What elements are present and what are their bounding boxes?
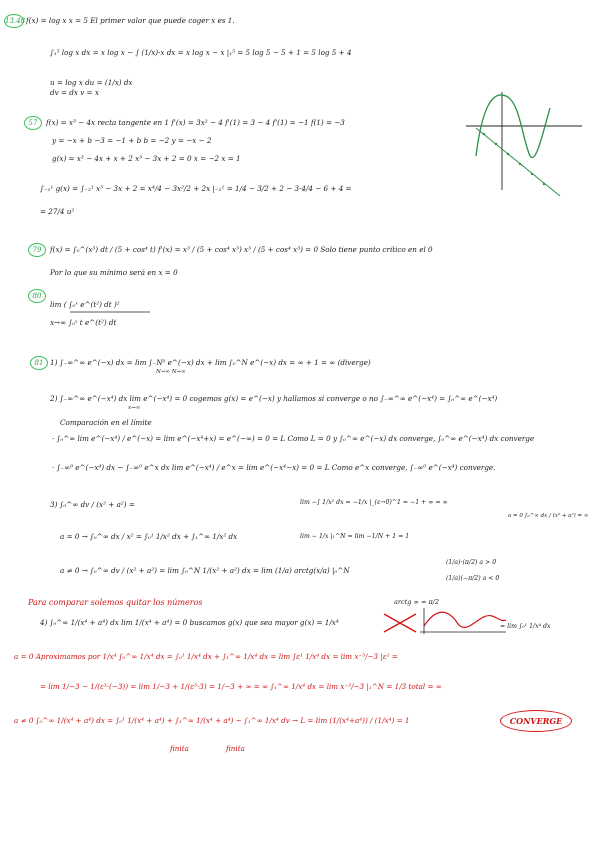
problem-number-circle: 81: [30, 356, 48, 370]
p5-l8r2: (1/a)(−π/2) a < 0: [446, 575, 500, 582]
p1-line3: u = log x du = (1/x) dx: [50, 78, 133, 87]
p5-l8: a ≠ 0 → ∫₀^∞ dv / (x² + a²) = lim ∫₀^N 1/(x² + a²) dx = lim (1/a) arctg(x/a) |₀^N: [60, 566, 350, 575]
red-finita-2: finita: [226, 744, 245, 753]
p3-line2: Por lo que su mínimo será en x = 0: [50, 268, 178, 277]
p2-line4: ∫₋₂¹ g(x) = ∫₋₂¹ x³ − 3x + 2 = x⁴/4 − 3x²/2 + 2x |₋₂¹ = 1/4 − 3/2 + 2 − 3·4/4 − 6 + 4 =: [40, 184, 352, 193]
p5-l3: Comparación en el límite: [60, 418, 152, 427]
problem-number-circle: 57: [24, 116, 42, 130]
p5-l1: 1) ∫₋∞^∞ e^(−x) dx = lim ∫₋N⁰ e^(−x) dx + lim ∫₀^N e^(−x) dx = ∞ + 1 = ∞ (diverge): [50, 358, 371, 367]
red-an0: a ≠ 0 ∫₀^∞ 1/(x⁴ + a⁴) dx = ∫₀¹ 1/(x⁴ + a⁴) + ∫₁^∞ 1/(x⁴ + a⁴) ~ ∫₁^∞ 1/x⁴ dv → L = lim (1/(x⁴+a⁴)) / (1/x⁴) = 1: [14, 716, 410, 725]
p5-l8r1: (1/a)·(π/2) a > 0: [446, 559, 497, 566]
crossed-out-mark: [382, 612, 418, 634]
p2-line2: y = −x + b −3 = −1 + b b = −2 y = −x − 2: [52, 136, 212, 145]
problem-number-circle: 79: [28, 243, 46, 257]
p5-l5: · ∫₋∞⁰ e^(−x⁴) dx ~ ∫₋∞⁰ e^x dx lim e^(−x⁴) / e^x = lim e^(−x⁴−x) = 0 = L Como e^x converge, ∫₋∞⁰ e^(−x⁴) converge.: [52, 463, 496, 472]
p2-line3: g(x) = x³ − 4x + x + 2 x³ − 3x + 2 = 0 x = −2 x = 1: [52, 154, 241, 163]
p1-line4: dv = dx v = x: [50, 88, 99, 97]
p5-l2: 2) ∫₋∞^∞ e^(−x⁴) dx lim e^(−x⁴) = 0 cogemos g(x) = e^(−x) y hallamos si converge o no ∫₋∞^∞ e^(−x⁴) = ∫₀^∞ e^(−x⁴): [50, 394, 498, 403]
problem-number-circle: 80: [28, 289, 46, 303]
p3-line1: f(x) = ∫₀^(x³) dt / (5 + cos⁴ t) f'(x) = x³ / (5 + cos⁴ x³) x³ / (5 + cos⁴ x³) = 0 Solo tiene punto crítico en el 0: [50, 245, 433, 254]
p5-l1b: N→∞ N→∞: [156, 369, 186, 375]
p2-line5: = 27/4 u²: [40, 207, 75, 216]
red-l4r: = lim ∫₀¹ 1/x⁴ dx: [500, 623, 551, 630]
p5-l6r: lim −∫ 1/x² dx = −1/x |_(ε→0)^1 = −1 + ∞ = ∞: [300, 499, 448, 506]
p4-line2: x→∞ ∫₀ˣ t e^(t²) dt: [50, 318, 117, 327]
red-finita-1: finita: [170, 744, 189, 753]
p1-line2: ∫₁⁵ log x dx = x log x − ∫ (1/x)·x dx = x log x − x |₁⁵ = 5 log 5 − 5 + 1 = 5 log 5 + 4: [50, 48, 352, 57]
p2-line1: f(x) = x³ − 4x recta tangente en 1 f'(x) = 3x² − 4 f'(1) = 3 − 4 f'(1) = −1 f(1) = −3: [46, 118, 345, 127]
red-l4: 4) ∫₀^∞ 1/(x⁴ + a⁴) dx lim 1/(x⁴ + a⁴) = 0 buscamos g(x) que sea mayor g(x) = 1/x⁴: [40, 618, 339, 627]
p5-l6br: a = 0 ∫₀^∞ dx / (x² + a²) = ∞: [508, 513, 589, 519]
converge-badge: CONVERGE: [500, 710, 572, 732]
p1-header: f(x) = log x x = 5 El primer valor que puede coger x es 1.: [26, 16, 235, 25]
red-a0: a = 0 Aproximamos por 1/x⁴ ∫₀^∞ 1/x⁴ dx = ∫₀¹ 1/x⁴ dx + ∫₁^∞ 1/x⁴ dx = lim ∫ε¹ 1/x⁴ dx = lim x⁻³/−3 |ε¹ =: [14, 652, 398, 661]
fraction-bar: [70, 311, 150, 313]
problem-number-circle: 13.48: [4, 14, 24, 28]
red-title: Para comparar solemos quitar los números: [28, 598, 203, 607]
p5-l2b: x→∞: [128, 405, 141, 411]
p5-l6: 3) ∫₀^∞ dv / (x² + a²) =: [50, 500, 135, 509]
arctg-note: arctg ∞ = π/2: [394, 598, 440, 606]
graph-sketch-icon: [462, 88, 586, 200]
p4-line1: lim ( ∫₀ˣ e^(t²) dt )²: [50, 300, 120, 309]
wave-sketch-icon: [418, 606, 508, 636]
p5-l7r: lim − 1/x |₁^N = lim −1/N + 1 = 1: [300, 533, 410, 540]
p5-l7: a = 0 → ∫₀^∞ dx / x² = ∫₀¹ 1/x² dx + ∫₁^∞ 1/x² dx: [60, 532, 238, 541]
red-a0b: = lim 1/−3 − 1/(ε³·(−3)) = lim 1/−3 + 1/(ε³·3) = 1/−3 + ∞ = ∞ ∫₁^∞ 1/x⁴ dx = lim x⁻³/−3 |₁^N = 1/3 total = ∞: [40, 682, 442, 691]
p5-l4: · ∫₀^∞ lim e^(−x⁴) / e^(−x) = lim e^(−x⁴+x) = e^(−∞) = 0 = L Como L = 0 y ∫₀^∞ e^(−x) dx converge, ∫₀^∞ e^(−x⁴) dx converge: [52, 434, 535, 443]
